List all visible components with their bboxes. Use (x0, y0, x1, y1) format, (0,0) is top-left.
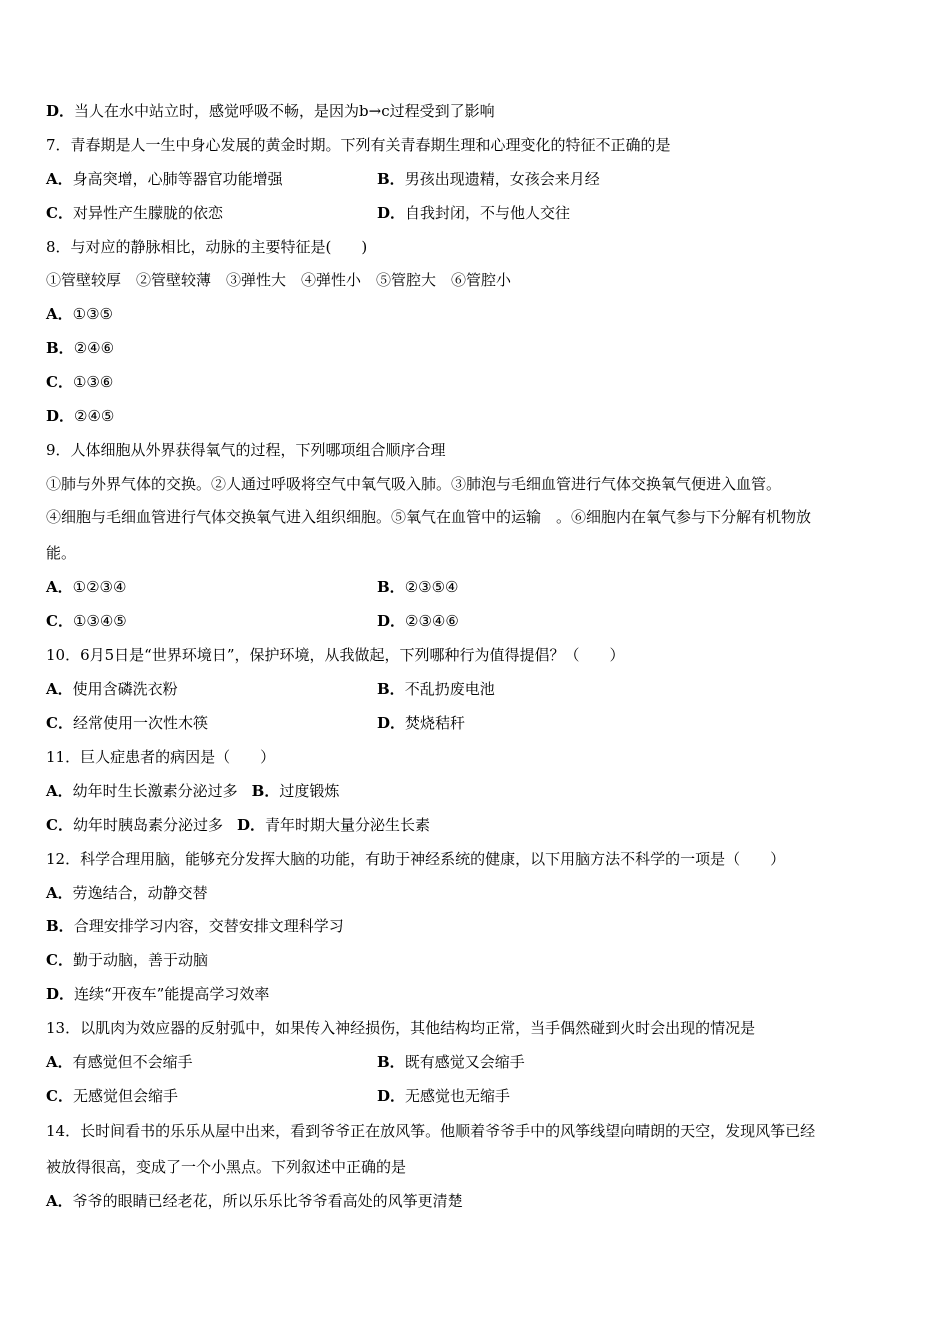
q10-option-d (377, 713, 465, 733)
option-label: D． (377, 204, 406, 222)
q7-option-b (377, 169, 600, 189)
option-label: C． (46, 714, 73, 732)
option-text: 身高突增，心肺等器官功能增强 (72, 170, 283, 188)
q8-option-b (46, 338, 114, 358)
option-text: 男孩出现遗精，女孩会来月经 (404, 170, 600, 188)
option-text: 爷爷的眼睛已经老花，所以乐乐比爷爷看高处的风筝更清楚 (72, 1192, 463, 1210)
option-label: D． (46, 102, 75, 120)
q7-option-d (377, 203, 570, 223)
q13-option-b (377, 1052, 525, 1072)
option-text: ②④⑤ (74, 407, 115, 425)
q12-option-d (46, 984, 269, 1004)
option-label: A． (46, 305, 73, 323)
option-label: B． (377, 680, 405, 698)
option-text: ②④⑥ (73, 339, 115, 357)
option-text: 经常使用一次性木筷 (72, 714, 208, 732)
option-label: D． (377, 612, 406, 630)
option-label: C． (46, 612, 73, 630)
option-text: 自我封闭，不与他人交往 (405, 204, 571, 222)
option-text: 青年时期大量分泌生长素 (264, 816, 430, 834)
q13-option-a (46, 1052, 193, 1072)
option-label: A． (46, 578, 73, 596)
option-text: 不乱扔废电池 (404, 680, 495, 698)
option-label: C． (46, 951, 73, 969)
q9-line2: ④细胞与毛细血管进行气体交换氧气进入组织细胞。⑤氧气在血管中的运输 。⑥细胞内在氧气参与下分解有机物放 (46, 508, 812, 526)
option-text: ①②③④ (72, 578, 127, 596)
option-label: B． (377, 1053, 405, 1071)
q8-stem: 8．与对应的静脉相比，动脉的主要特征是( ) (46, 238, 368, 256)
q9-option-a (46, 577, 126, 597)
option-text: ①③⑤ (72, 305, 113, 323)
option-text: ②③④⑥ (405, 612, 459, 630)
option-label: A． (46, 1053, 73, 1071)
option-label: B． (46, 917, 74, 935)
q10-stem: 10．6月5日是“世界环境日”，保护环境，从我做起，下列哪种行为值得提倡？（ ） (46, 646, 625, 664)
q8-option-c (46, 372, 113, 392)
q7-stem: 7．青春期是人一生中身心发展的黄金时期。下列有关青春期生理和心理变化的特征不正确的是 (46, 136, 671, 154)
option-label: C． (46, 204, 73, 222)
q13-stem: 13．以肌肉为效应器的反射弧中，如果传入神经损伤，其他结构均正常，当手偶然碰到火时会出现的情况是 (46, 1019, 756, 1037)
option-text: ②③⑤④ (404, 578, 459, 596)
q8-option-d (46, 406, 114, 426)
option-text: 过度锻炼 (279, 782, 340, 800)
q10-option-c (46, 713, 208, 733)
q14-stem-line2: 被放得很高，变成了一个小黑点。下列叙述中正确的是 (46, 1158, 407, 1176)
option-text: 勤于动脑，善于动脑 (72, 951, 208, 969)
q9-line1: ①肺与外界气体的交换。②人通过呼吸将空气中氧气吸入肺。③肺泡与毛细血管进行气体交换氧气便进入血管。 (46, 475, 782, 493)
option-label: B． (251, 782, 280, 800)
q10-option-a (46, 679, 178, 699)
q14-option-a (46, 1191, 463, 1211)
option-label: B． (377, 578, 405, 596)
option-label: A． (46, 884, 73, 902)
q7-option-a (46, 169, 283, 189)
option-label: C． (46, 816, 73, 834)
option-text: 焚烧秸秆 (405, 714, 466, 732)
q7-option-c (46, 203, 223, 223)
option-text: 幼年时胰岛素分泌过多 (72, 816, 223, 834)
option-text: 对异性产生朦胧的依恋 (72, 204, 223, 222)
q11-stem: 11．巨人症患者的病因是（ ） (46, 748, 276, 766)
option-label: A． (46, 1192, 73, 1210)
option-text: 有感觉但不会缩手 (72, 1053, 193, 1071)
option-text: 合理安排学习内容，交替安排文理科学习 (73, 917, 344, 935)
option-text: ①③⑥ (72, 373, 114, 391)
option-text: 连续“开夜车”能提高学习效率 (74, 985, 270, 1003)
q9-option-c (46, 611, 127, 631)
q10-option-b (377, 679, 495, 699)
option-label: B． (46, 339, 74, 357)
q9-stem: 9．人体细胞从外界获得氧气的过程，下列哪项组合顺序合理 (46, 441, 446, 459)
option-text: ①③④⑤ (72, 612, 127, 630)
q13-option-c (46, 1086, 178, 1106)
option-label: D． (46, 985, 75, 1003)
option-label: C． (46, 1087, 73, 1105)
option-text: 使用含磷洗衣粉 (72, 680, 178, 698)
option-label: D． (236, 816, 265, 834)
q14-stem-line1: 14．长时间看书的乐乐从屋中出来，看到爷爷正在放风筝。他顺着爷爷手中的风筝线望向晴朗的天空，发现风筝已经 (46, 1122, 816, 1140)
q12-option-a (46, 883, 208, 903)
option-text: 无感觉也无缩手 (405, 1087, 511, 1105)
q11-options-ab (46, 781, 339, 801)
option-text: 当人在水中站立时，感觉呼吸不畅，是因为b→c过程受到了影响 (74, 102, 495, 120)
option-label: D． (377, 1087, 406, 1105)
q8-choices: ①管壁较厚 ②管壁较薄 ③弹性大 ④弹性小 ⑤管腔大 ⑥管腔小 (46, 271, 512, 289)
option-label: B． (377, 170, 405, 188)
q13-option-d (377, 1086, 510, 1106)
option-label: C． (46, 373, 73, 391)
q12-option-b (46, 916, 344, 936)
option-text: 既有感觉又会缩手 (404, 1053, 525, 1071)
q12-stem: 12．科学合理用脑，能够充分发挥大脑的功能，有助于神经系统的健康，以下用脑方法不科学的一项是（ ） (46, 850, 786, 868)
q8-option-a (46, 304, 113, 324)
q11-options-cd (46, 815, 430, 835)
option-label: D． (377, 714, 406, 732)
q9-option-d (377, 611, 459, 631)
q6-option-d (46, 101, 495, 121)
option-text: 无感觉但会缩手 (72, 1087, 178, 1105)
q12-option-c (46, 950, 208, 970)
option-text: 劳逸结合，动静交替 (72, 884, 208, 902)
option-label: D． (46, 407, 75, 425)
option-label: A． (46, 170, 73, 188)
option-label: A． (46, 782, 73, 800)
q9-option-b (377, 577, 458, 597)
option-text: 幼年时生长激素分泌过多 (72, 782, 238, 800)
option-label: A． (46, 680, 73, 698)
q9-line3: 能。 (46, 544, 77, 562)
